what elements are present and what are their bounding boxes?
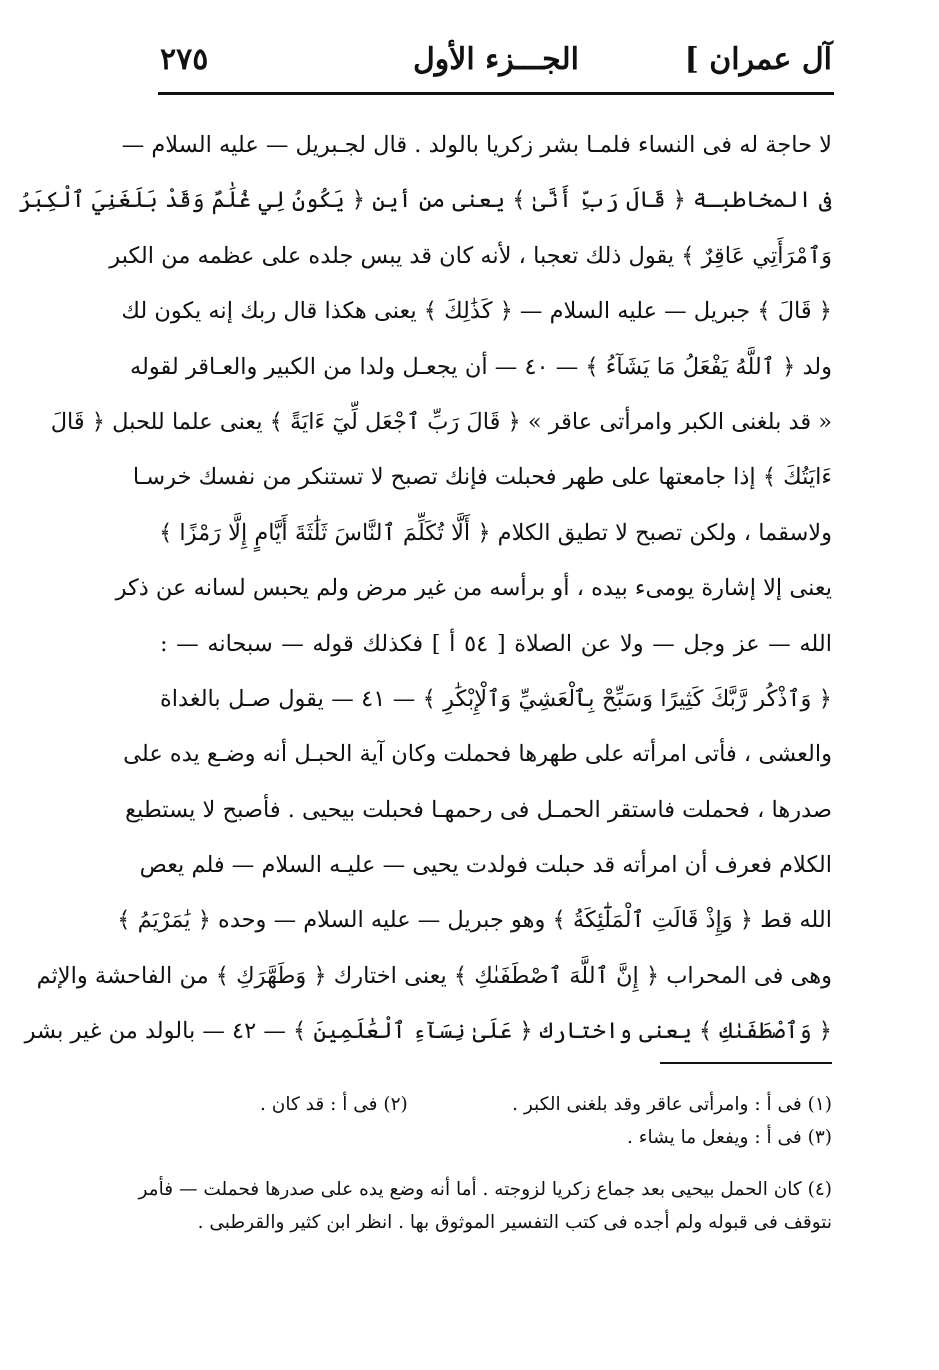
part-title: الجـــزء الأول [412,42,580,77]
footnote-row [260,1088,832,1121]
text-line: ﴿ وَٱذْكُر رَّبَّكَ كَثِيرًا وَسَبِّحْ بِٱلْعَشِيِّ وَٱلْإِبْكَٰرِ ﴾ — ٤١ — يقول صـل بالغداة [160,685,832,712]
text-line: ولد ﴿ ٱللَّهُ يَفْعَلُ مَا يَشَآءُ ﴾ — ٤٠ — أن يجعـل ولدا من الكبير والعـاقر لقوله [129,353,832,380]
text-line: لا حاجة له فى النساء فلمـا بشر زكريا بالولد . قال لجـبريل — عليه السلام — [121,132,832,158]
text-line: ولاسقما ، ولكن تصبح لا تطيق الكلام ﴿ أَلَّا تُكَلِّمَ ٱلنَّاسَ ثَلَٰثَةَ أَيَّامٍ إِلَّا رَمْزًا ﴾ [159,519,832,546]
text-line: « قد بلغنى الكبر وامرأتى عاقر » ﴿ قَالَ رَبِّ ٱجْعَل لِّيٓ ءَايَةً ﴾ يعنى علما للحبل ﴿ قَالَ [50,408,832,435]
text-line: فى المخاطبـة ﴿ قَالَ رَبِّ أَنَّىٰ ﴾ يعنى من أين ﴿ يَكُونُ لِي غُلَٰمٌ وَقَدْ بَلَغَنِيَ ٱلْكِبَرُ [18,187,832,214]
text-line: والعشى ، فأتى امرأته على طهرها فحملت وكان آية الحبـل أنه وضـع يده على [123,741,832,768]
text-line: وهى فى المحراب ﴿ إِنَّ ٱللَّهَ ٱصْطَفَىٰكِ ﴾ يعنى اختارك ﴿ وَطَهَّرَكِ ﴾ من الفاحشة والإثم [36,962,832,989]
text-line: ءَايَتُكَ ﴾ إذا جامعتها على طهر فحبلت فإنك تصبح لا تستنكر من نفسك خرسـا [132,464,832,491]
header-rule [158,92,834,95]
footnote-4 [138,1173,832,1239]
text-line: ﴿ قَالَ ﴾ جبريل — عليه السلام — ﴿ كَذَٰلِكَ ﴾ يعنى هكذا قال ربك إنه يكون لك [121,298,832,325]
footnote-row [260,1121,832,1154]
text-line: الله قط ﴿ وَإِذْ قَالَتِ ٱلْمَلَٰٓئِكَةُ ﴾ وهو جبريل — عليه السلام — وحده ﴿ يَٰمَرْيَمُ ﴾ [117,907,832,934]
footnote-rule [660,1062,832,1064]
page-number: ٢٧٥ [160,42,209,77]
footnote-3: (٣) فى أ : ويفعل ما يشاء . [627,1127,832,1148]
text-line: ﴿ وَٱصْطَفَىٰكِ ﴾ يعنى واختارك ﴿ عَلَىٰ نِسَآءِ ٱلْعَٰلَمِينَ ﴾ — ٤٢ — بالولد من غير بشر [24,1018,832,1045]
text-line: وَٱمْرَأَتِي عَاقِرٌ ﴾ يقول ذلك تعجبا ، لأنه كان قد يبس جلده على عظمه من الكبر [109,242,832,269]
footnote-1: (١) فى أ : وامرأتى عاقر وقد بلغنى الكبر . [512,1094,832,1115]
text-line: يعنى إلا إشارة يومىء بيده ، أو برأسه من غير مرض ولم يحبس لسانه عن ذكر [115,575,832,602]
footnotes [260,1088,832,1154]
text-line: صدرها ، فحملت فاستقر الحمـل فى رحمهـا فحبلت بيحيى . فأصبح لا يستطيع [125,796,832,823]
footnote-4-line: (٤) كان الحمل بيحيى بعد جماع زكريا لزوجته . أما أنه وضع يده على صدرها فحملت — فأمر [138,1179,832,1200]
page-header [160,38,832,90]
footnote-2: (٢) فى أ : قد كان . [260,1094,408,1115]
text-line: الكلام فعرف أن امرأته قد حبلت فولدت يحيى — عليـه السلام — فلم يعص [139,852,832,879]
commentary-text [18,118,832,1060]
text-line: الله — عز وجل — ولا عن الصلاة [ ٥٤ أ ] فكذلك قوله — سبحانه — : [160,630,832,657]
footnote-4-line: نتوقف فى قبوله ولم أجده فى كتب التفسير الموثوق بها . انظر ابن كثير والقرطبى . [197,1212,832,1233]
surah-title: آل عمران ] [684,42,832,77]
